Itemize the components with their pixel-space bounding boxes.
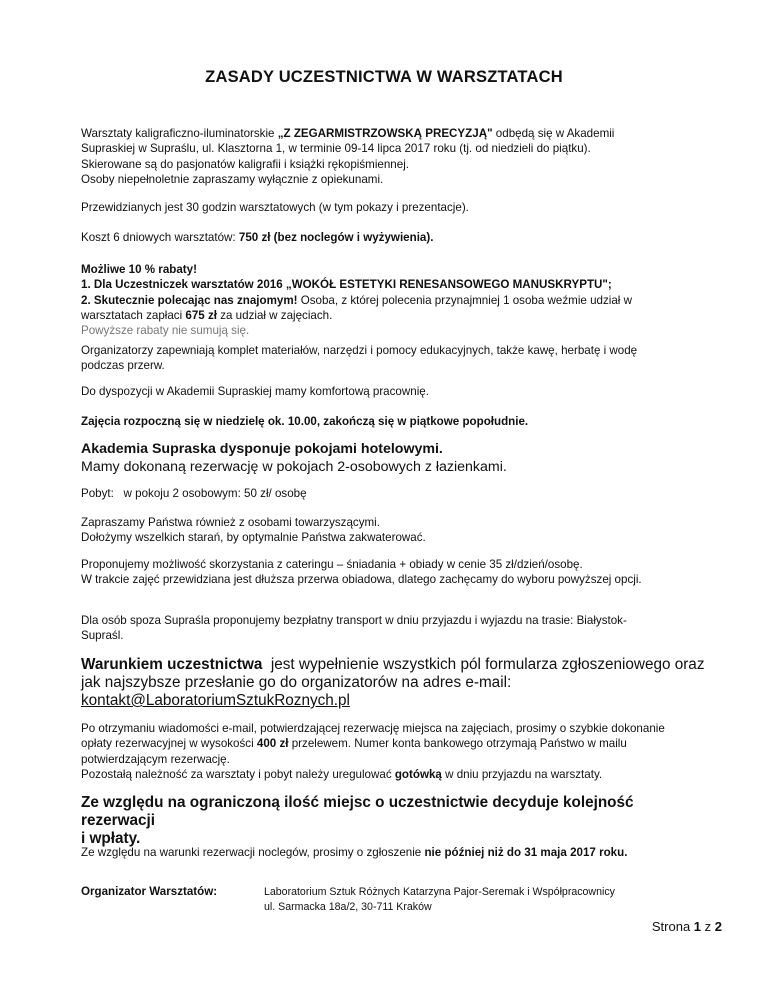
payment-line-1: Po otrzymaniu wiadomości e-mail, potwierdzającej rezerwację miejsca na zajęciach, prosimy o szybkie dokonanie <box>81 722 665 735</box>
cost-paragraph <box>81 230 691 245</box>
discount-2-text: Osoba, z której polecenia przynajmniej 1 osoba weźmie udział w <box>297 293 632 307</box>
intro-line-3: Skierowane są do pasjonatów kaligrafii i książki rękopiśmiennej. <box>81 157 410 171</box>
email-link[interactable]: kontakt@LaboratoriumSztukRoznych.pl <box>81 692 350 709</box>
discount-price: 675 zł <box>185 308 217 322</box>
discounts-heading: Możliwe 10 % rabaty! <box>81 263 197 276</box>
current-page-number: 1 <box>693 919 702 934</box>
discount-2-text-cont: warsztatach zapłaci <box>81 308 186 322</box>
deadline-date: nie później niż do 31 maja 2017 roku. <box>424 846 628 859</box>
cost-value: 750 zł (bez noclegów i wyżywienia). <box>238 231 434 244</box>
intro-line-4: Osoby niepełnoletnie zapraszamy wyłącznie z opiekunami. <box>81 172 384 186</box>
payment-line-4a: Pozostałą należność za warsztaty i pobyt należy uregulować <box>81 767 395 781</box>
schedule-paragraph <box>81 414 691 429</box>
cash-payment: gotówką <box>394 767 442 781</box>
page-title: ZASADY UCZESTNICTWA W WARSZTATACH <box>205 68 563 86</box>
companions-line-2: Dołożymy wszelkich starań, by optymalnie Państwa zakwaterować. <box>81 531 426 545</box>
transport-line-1: Dla osób spoza Supraśla proponujemy bezpłatny transport w dniu przyjazdu i wyjazdu na trasie: Białystok- <box>81 614 627 627</box>
discount-2-heading: 2. Skutecznie polecając nas znajomym! <box>81 293 298 307</box>
transport-paragraph <box>81 613 691 644</box>
workshop-text: Do dyspozycji w Akademii Supraskiej mamy komfortową pracownię. <box>81 385 429 398</box>
condition-heading: Warunkiem uczestnictwa <box>81 656 263 673</box>
condition-line-2: jak najszybsze przesłanie go do organizatorów na adres e-mail: <box>81 674 512 691</box>
hotel-section <box>81 441 691 476</box>
companions-line-1: Zapraszamy Państwa również z osobami towarzyszącymi. <box>81 516 380 529</box>
intro-text-a: Warsztaty kaligraficzno-iluminatorskie <box>81 127 278 140</box>
discount-1: 1. Dla Uczestniczek warsztatów 2016 „WOKÓŁ ESTETYKI RENESANSOWEGO MANUSKRYPTU"; <box>81 278 612 292</box>
materials-line-2: podczas przerw. <box>81 359 165 373</box>
organizer-line-1: Laboratorium Sztuk Różnych Katarzyna Pajor-Seremak i Współpracownicy <box>264 886 615 898</box>
reservation-fee: 400 zł <box>256 737 289 751</box>
companions-paragraph <box>81 515 691 546</box>
materials-line-1: Organizatorzy zapewniają komplet materiałów, narzędzi i pomocy edukacyjnych, także kawę, herbatę i wodę <box>81 344 638 357</box>
workshop-paragraph <box>81 384 691 399</box>
payment-line-3: potwierdzającym rezerwację. <box>81 752 230 766</box>
deadline-paragraph <box>81 845 691 860</box>
materials-paragraph <box>81 343 691 374</box>
intro-paragraph <box>81 126 691 187</box>
intro-line-2: Supraskiej w Supraślu, ul. Klasztorna 1, w terminie 09-14 lipca 2017 roku (tj. od niedzieli do piątku). <box>81 142 591 156</box>
catering-line-2: W trakcie zajęć przewidziana jest dłuższa przerwa obiadowa, dlatego zachęcamy do wyboru powyższej opcji. <box>81 573 642 587</box>
discounts-note: Powyższe rabaty nie sumują się. <box>81 324 250 338</box>
organizer-line-2: ul. Sarmacka 18a/2, 30-711 Kraków <box>264 901 432 913</box>
payment-paragraph <box>81 721 691 782</box>
schedule-text: Zajęcia rozpoczną się w niedzielę ok. 10.00, zakończą się w piątkowe popołudnie. <box>81 415 529 428</box>
discount-2-text-end: za udział w zajęciach. <box>216 308 333 322</box>
footer-of: z <box>701 919 715 934</box>
condition-section <box>81 656 705 710</box>
limited-line-1: Ze względu na ograniczoną ilość miejsc o uczestnictwie decyduje kolejność rezerwacji <box>81 794 634 829</box>
payment-line-2c: przelewem. Numer konta bankowego otrzymają Państwo w mailu <box>288 737 627 751</box>
organizer-label: Organizator Warsztatów: <box>81 885 218 898</box>
stay-paragraph <box>81 486 691 501</box>
deadline-text: Ze względu na warunki rezerwacji noclegów, prosimy o zgłoszenie <box>81 846 425 859</box>
hours-paragraph <box>81 200 691 215</box>
total-pages: 2 <box>714 919 722 934</box>
hotel-text: Mamy dokonaną rezerwację w pokojach 2-osobowych z łazienkami. <box>81 458 507 475</box>
stay-price: Pobyt: w pokoju 2 osobowym: 50 zł/ osobę <box>81 487 307 500</box>
payment-line-2a: opłaty rezerwacyjnej w wysokości <box>81 737 257 751</box>
intro-text-c: odbędą się w Akademii <box>492 127 615 140</box>
hotel-heading: Akademia Supraska dysponuje pokojami hotelowymi. <box>81 441 443 457</box>
footer-word: Strona <box>651 919 694 934</box>
condition-text: jest wypełnienie wszystkich pól formularza zgłoszeniowego oraz <box>262 656 705 673</box>
limited-line-2: i wpłaty. <box>81 830 141 847</box>
hours-text: Przewidzianych jest 30 godzin warsztatowych (w tym pokazy i prezentacje). <box>81 201 469 214</box>
workshop-name: „Z ZEGARMISTRZOWSKĄ PRECYZJĄ" <box>277 127 493 140</box>
discounts-section <box>81 262 691 338</box>
catering-line-1: Proponujemy możliwość skorzystania z cateringu – śniadania + obiady w cenie 35 zł/dzień/osobę. <box>81 558 583 571</box>
limited-section <box>81 794 691 848</box>
catering-paragraph <box>81 557 691 588</box>
cost-label: Koszt 6 dniowych warsztatów: <box>81 231 239 244</box>
page-footer <box>652 919 722 934</box>
transport-line-2: Supraśl. <box>81 629 124 643</box>
payment-line-4c: w dniu przyjazdu na warsztaty. <box>441 767 603 781</box>
